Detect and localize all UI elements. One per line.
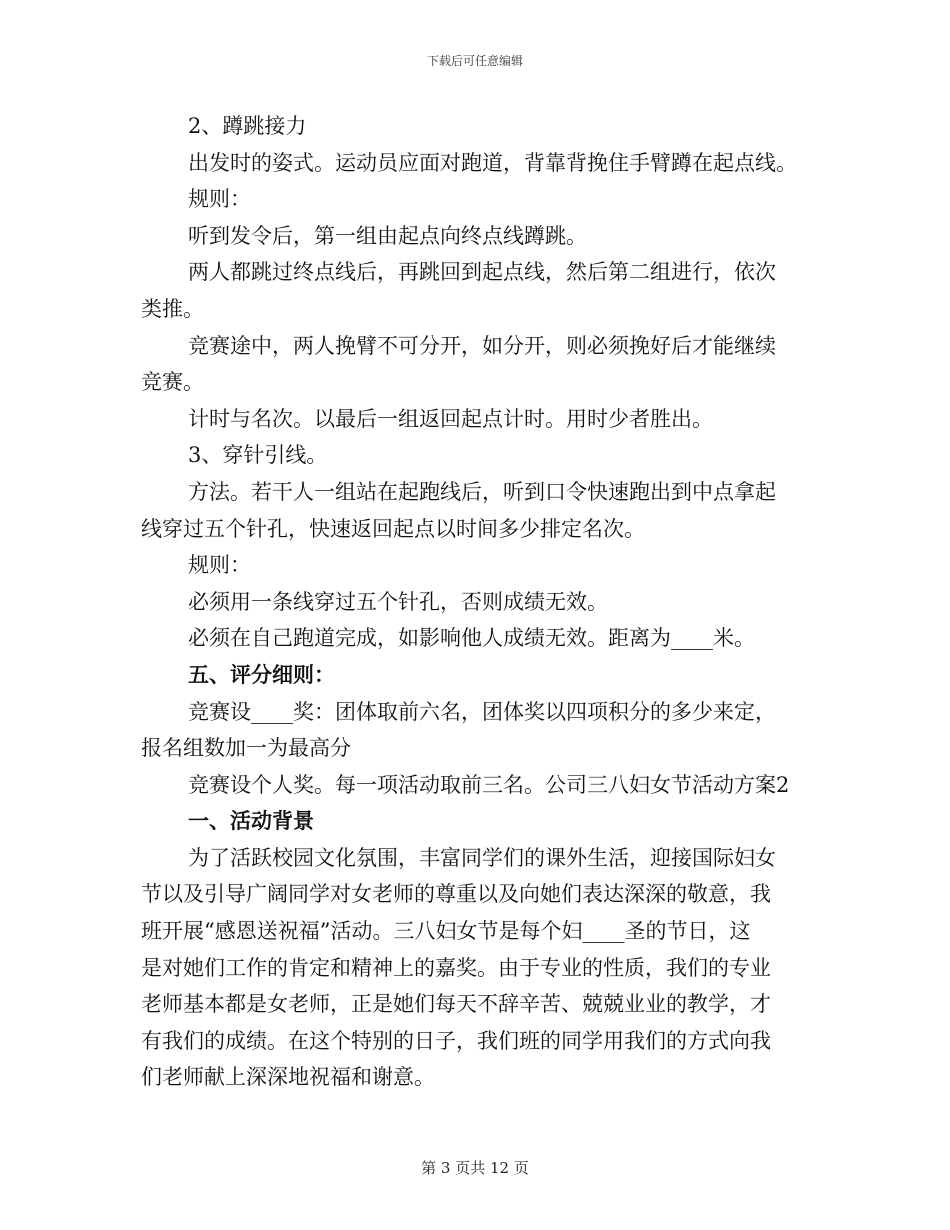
body-text-line: 听到发令后，第一组由起点向终点线蹲跳。 xyxy=(188,223,587,248)
body-text-line: 出发时的姿式。运动员应面对跑道，背靠背挽住手臂蹲在起点线。 xyxy=(188,150,797,175)
body-text-line: 报名组数加一为最高分 xyxy=(141,736,351,761)
document-body xyxy=(141,108,806,1096)
body-text-line: 班开展“感恩送祝福”活动。三八妇女节是每个妇____圣的节日，这 xyxy=(141,919,751,944)
body-text-line: 必须用一条线穿过五个针孔，否则成绩无效。 xyxy=(188,589,608,614)
section-heading: 五、评分细则： xyxy=(188,661,335,687)
body-text-line: 两人都跳过终点线后，再跳回到起点线，然后第二组进行，依次 xyxy=(188,260,776,285)
body-text-line: 2、蹲跳接力 xyxy=(188,114,307,138)
body-text-line: 竞赛设个人奖。每一项活动取前三名。公司三八妇女节活动方案2 xyxy=(188,772,790,797)
page-number: 第 3 页共 12 页 xyxy=(421,1159,529,1177)
body-text-line: 计时与名次。以最后一组返回起点计时。用时少者胜出。 xyxy=(188,406,713,431)
body-text-line: 是对她们工作的肯定和精神上的嘉奖。由于专业的性质，我们的专业 xyxy=(141,955,771,980)
body-text-line: 3、穿针引线。 xyxy=(188,443,328,468)
body-text-line: 竞赛设____奖：团体取前六名，团体奖以四项积分的多少来定， xyxy=(188,699,776,724)
body-text-line: 规则： xyxy=(188,553,251,578)
body-text-line: 节以及引导广阔同学对女老师的尊重以及向她们表达深深的敬意，我 xyxy=(141,882,771,907)
body-text-line: 方法。若干人一组站在起跑线后，听到口令快速跑出到中点拿起 xyxy=(188,479,776,504)
body-text-line: 老师基本都是女老师，正是她们每天不辞辛苦、兢兢业业的教学，才 xyxy=(141,992,771,1017)
section-heading: 一、活动背景 xyxy=(188,808,314,834)
body-text-line: 竞赛。 xyxy=(141,370,204,395)
body-text-line: 规则： xyxy=(188,187,251,212)
body-text-line: 竞赛途中，两人挽臂不可分开，如分开，则必须挽好后才能继续 xyxy=(188,333,776,358)
page-header-note: 下载后可任意编辑 xyxy=(426,54,523,68)
body-text-line: 为了活跃校园文化氛围，丰富同学们的课外生活，迎接国际妇女 xyxy=(188,845,776,870)
body-text-line: 线穿过五个针孔，快速返回起点以时间多少排定名次。 xyxy=(141,516,645,541)
body-text-line: 类推。 xyxy=(141,296,204,321)
body-text-line: 们老师献上深深地祝福和谢意。 xyxy=(141,1065,435,1090)
body-text-line: 必须在自己跑道完成，如影响他人成绩无效。距离为____米。 xyxy=(188,626,755,651)
body-text-line: 有我们的成绩。在这个特别的日子，我们班的同学用我们的方式向我 xyxy=(141,1028,771,1053)
